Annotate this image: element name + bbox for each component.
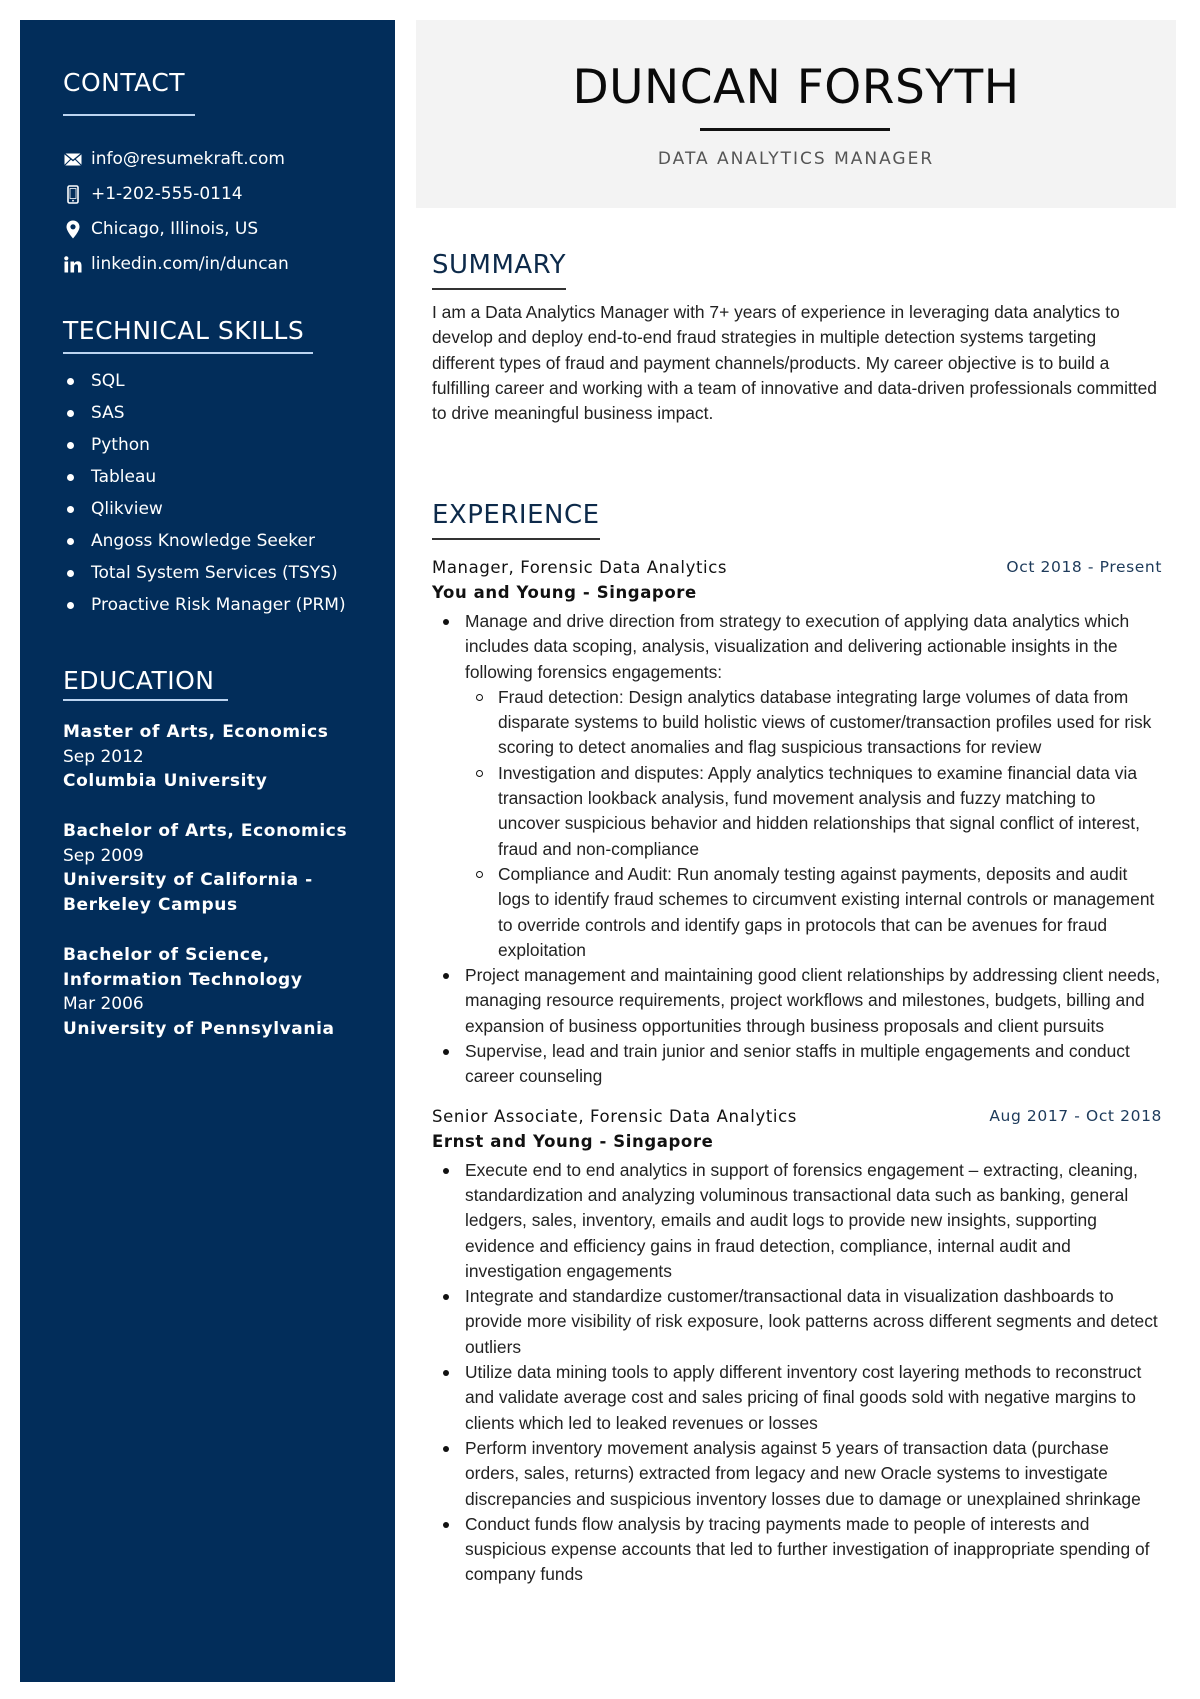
- degree: Master of Arts, Economics: [63, 722, 329, 742]
- sidebar: [20, 20, 395, 1682]
- bullet-item: Integrate and standardize customer/transactional data in visualization dashboards to provide more visibility of risk exposure, look patterns across different segments and detect outliers: [432, 1284, 1162, 1360]
- contact-location: [63, 219, 258, 239]
- skill-item: Proactive Risk Manager (PRM): [67, 595, 346, 615]
- bullet-item: Utilize data mining tools to apply different inventory cost layering methods to reconstruct and validate average cost and sales pricing of final goods sold with negative margins to clients which led to leaked revenues or losses: [432, 1360, 1162, 1436]
- skill-item: SAS: [67, 403, 125, 423]
- sub-bullet-item: Investigation and disputes: Apply analytics techniques to examine financial data via transaction lookback analysis, fund movement analysis and fuzzy matching to uncover suspicious behavior and hidden relationships that signal conflict of interest, fraud and non-compliance: [465, 761, 1162, 862]
- job-date: Aug 2017 - Oct 2018: [989, 1106, 1162, 1125]
- summary-underline: [432, 288, 566, 290]
- job-entry: [432, 555, 1162, 1090]
- bullet-item: Conduct funds flow analysis by tracing payments made to people of interests and suspicious expense accounts that led to further investigation of inappropriate spending of company funds: [432, 1512, 1162, 1588]
- bullet-item: Perform inventory movement analysis against 5 years of transaction data (purchase orders, sales, returns) extracted from legacy and new Oracle systems to investigate discrepancies and suspicious inventory losses due to damage or unexplained shrinkage: [432, 1436, 1162, 1512]
- bullet-icon: [67, 506, 74, 513]
- education-heading: EDUCATION: [63, 666, 215, 695]
- experience-section: [432, 500, 1162, 1588]
- name-underline: [700, 128, 890, 131]
- bullet-icon: [67, 474, 74, 481]
- bullet-icon: [67, 602, 74, 609]
- education-date: Mar 2006: [63, 994, 144, 1014]
- bullet-item: Project management and maintaining good client relationships by addressing client needs, managing resource requirements, project workflows and milestones, budgets, billing and expansion of business opportunities through business proposals and client pursuits: [432, 963, 1162, 1039]
- contact-phone[interactable]: [63, 184, 243, 204]
- sub-bullets: [465, 685, 1162, 963]
- education-date: Sep 2009: [63, 845, 144, 866]
- contact-email[interactable]: [63, 149, 285, 169]
- mobile-phone-icon: [63, 184, 83, 204]
- degree: Bachelor of Science, Information Technology: [63, 945, 303, 990]
- job-header: [432, 555, 1162, 605]
- skill-item: Python: [67, 435, 150, 455]
- technical-skills-heading: TECHNICAL SKILLS: [63, 316, 305, 345]
- location-text: Chicago, Illinois, US: [91, 219, 259, 239]
- skill-item: Angoss Knowledge Seeker: [67, 531, 315, 551]
- education-underline: [63, 699, 228, 701]
- job-header: [432, 1104, 1162, 1154]
- summary-section: [432, 250, 1162, 426]
- technical-skills-underline: [63, 352, 313, 354]
- education-item: [63, 720, 383, 794]
- school: University of Pennsylvania: [63, 1018, 335, 1039]
- job-company: You and Young - Singapore: [432, 583, 697, 602]
- school: Columbia University: [63, 771, 268, 791]
- candidate-name: DUNCAN FORSYTH: [572, 60, 1020, 115]
- job-company: Ernst and Young - Singapore: [432, 1131, 714, 1151]
- sub-bullet-item: Fraud detection: Design analytics database integrating large volumes of data from disparate systems to build holistic views of customer/transaction profiles used for risk scoring to detect anomalies and flag suspicious transactions for review: [465, 685, 1162, 761]
- contact-linkedin[interactable]: [63, 254, 289, 274]
- bullet-item: Manage and drive direction from strategy to execution of applying data analytics which includes data scoping, analysis, visualization and delivering actionable insights in the following forensics engagements: Fraud detection: Design analytics database integrating large volumes of data from disparate systems to build holistic views of customer/transaction profiles used for risk scoring to detect anomalies and flag suspicious transactions for review Investigation and disputes: Apply analytics techniques to examine financial data via transaction lookback analysis, fund movement analysis and fuzzy matching to uncover suspicious behavior and hidden relationships that signal conflict of interest, fraud and non-compliance Compliance and Audit: Run anomaly testing against payments, deposits and audit logs to identify fraud schemes to circumvent existing internal controls or management to override controls and identify gaps in protocols that can be avenues for fraud exploitation: [432, 609, 1162, 963]
- map-pin-icon: [63, 219, 83, 239]
- linkedin-text: linkedin.com/in/duncan: [91, 254, 289, 274]
- skill-item: Tableau: [67, 467, 156, 487]
- skill-item: Qlikview: [67, 499, 163, 519]
- resume-header: [416, 20, 1176, 208]
- envelope-icon: [63, 149, 83, 169]
- experience-heading: EXPERIENCE: [432, 500, 600, 530]
- bullet-icon: [67, 538, 74, 545]
- summary-text: I am a Data Analytics Manager with 7+ years of experience in leveraging data analytics to develop and deploy end-to-end fraud strategies in multiple detection systems targeting different types of fraud and payment channels/products. My career objective is to build a fulfilling career and working with a team of innovative and data-driven professionals committed to drive meaningful business impact.: [432, 302, 1157, 424]
- contact-underline: [63, 114, 195, 116]
- bullet-icon: [67, 410, 74, 417]
- summary-heading: SUMMARY: [432, 250, 566, 280]
- job-title: Manager, Forensic Data Analytics: [432, 558, 728, 577]
- job-title: Senior Associate, Forensic Data Analytics: [432, 1106, 797, 1126]
- candidate-role: DATA ANALYTICS MANAGER: [657, 149, 935, 169]
- phone-text: +1-202-555-0114: [91, 184, 243, 204]
- education-item: [63, 943, 335, 1041]
- sub-bullet-item: Compliance and Audit: Run anomaly testing against payments, deposits and audit logs to identify fraud schemes to circumvent existing internal controls or management to override controls and identify gaps in protocols that can be avenues for fraud exploitation: [465, 862, 1162, 963]
- education-item: [63, 819, 348, 917]
- bullet-item: Supervise, lead and train junior and senior staffs in multiple engagements and conduct career counseling: [432, 1039, 1162, 1090]
- skill-item: Total System Services (TSYS): [67, 563, 338, 583]
- bullet-icon: [67, 570, 74, 577]
- bullet-item: Execute end to end analytics in support of forensics engagement – extracting, cleaning, standardization and analyzing voluminous transactional data such as banking, general ledgers, sales, inventory, emails and audit logs to provide new insights, supporting evidence and efficiency gains in fraud detection, compliance, internal audit and investigation engagements: [432, 1158, 1162, 1284]
- education-date: Sep 2012: [63, 746, 144, 767]
- skill-item: SQL: [67, 371, 125, 391]
- contact-heading: CONTACT: [63, 68, 186, 97]
- job-bullets: [432, 609, 1162, 1090]
- linkedin-icon: [63, 254, 83, 274]
- bullet-icon: [67, 442, 74, 449]
- experience-underline: [432, 538, 600, 540]
- email-text: info@resumekraft.com: [91, 149, 285, 169]
- job-date: Oct 2018 - Present: [1006, 558, 1162, 576]
- school: University of California - Berkeley Campus: [63, 870, 313, 915]
- job-bullets: [432, 1158, 1162, 1588]
- degree: Bachelor of Arts, Economics: [63, 821, 348, 841]
- bullet-icon: [67, 378, 74, 385]
- job-entry: [432, 1104, 1162, 1588]
